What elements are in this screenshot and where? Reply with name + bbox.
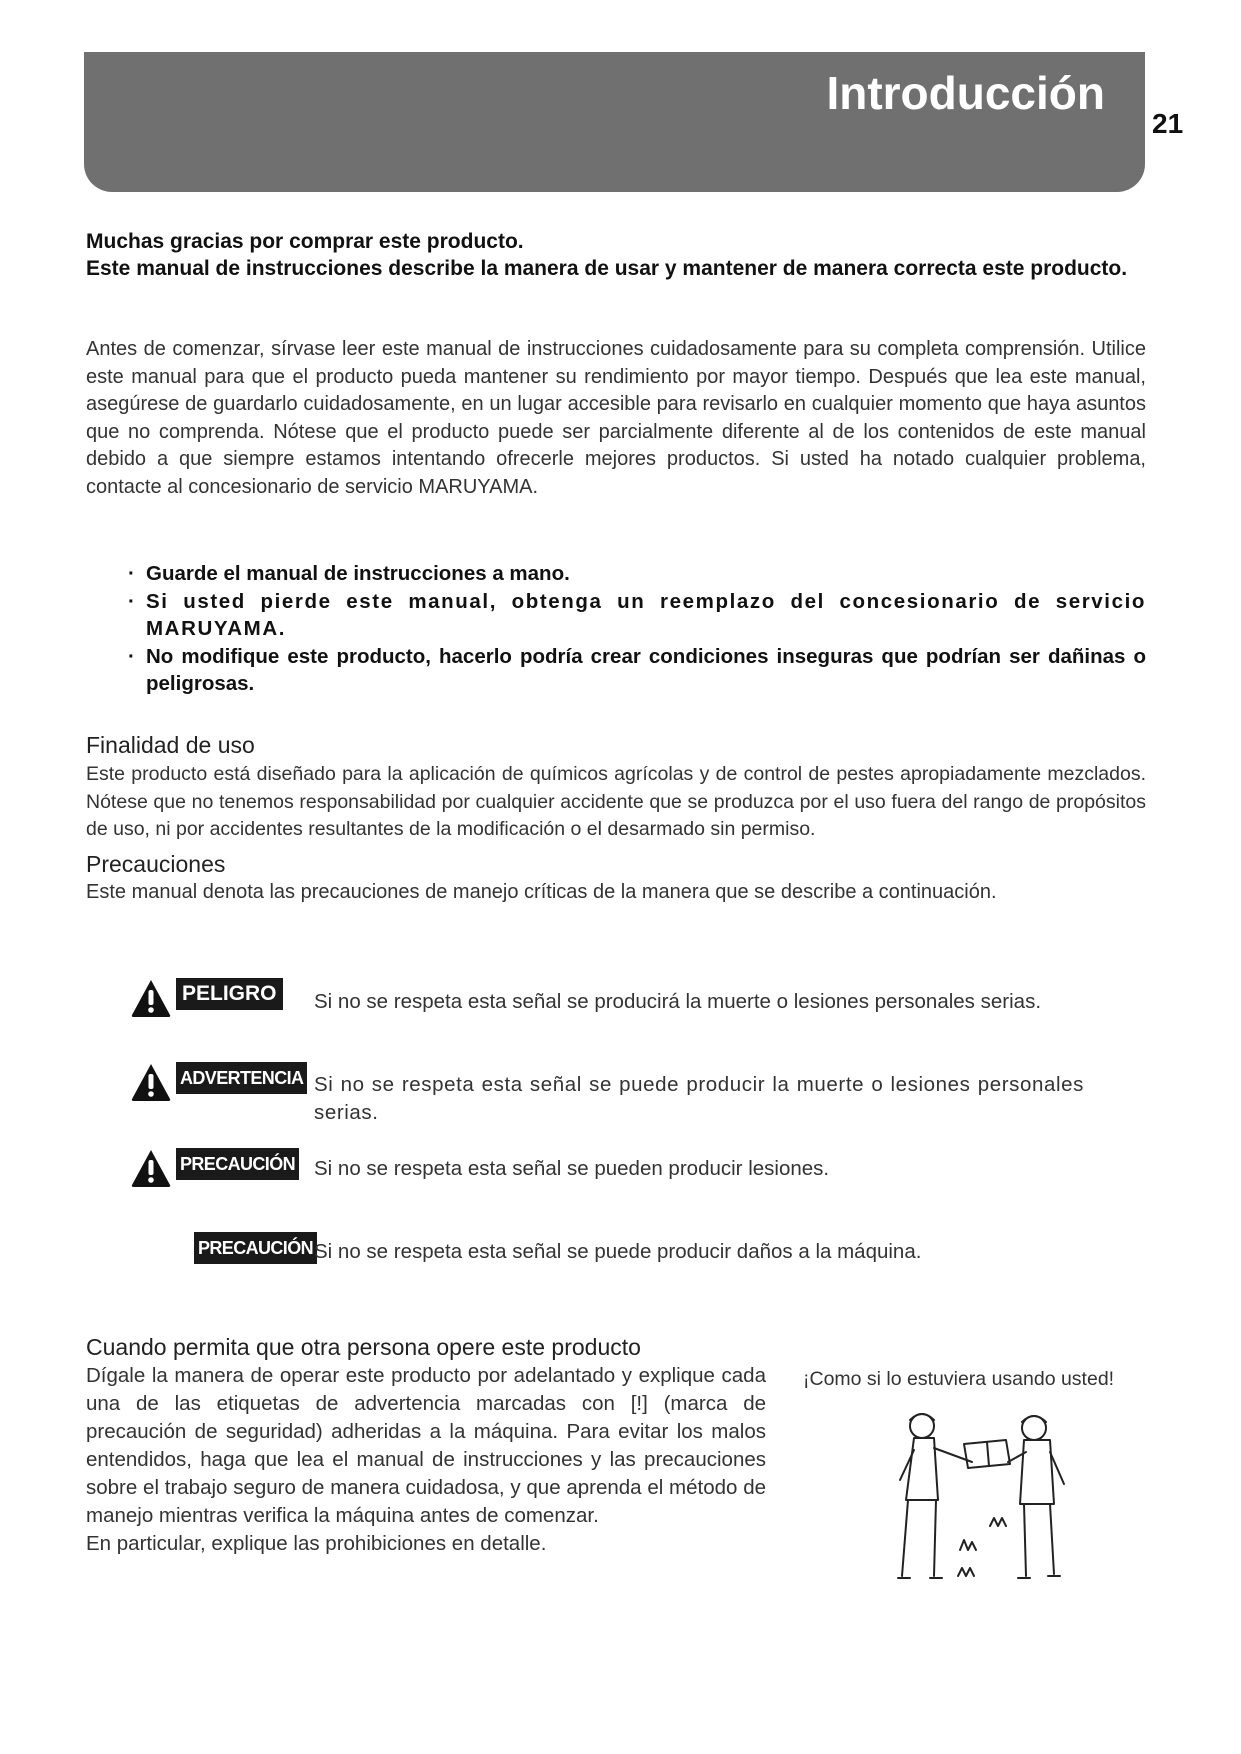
illustration-caption: ¡Como si lo estuviera usando usted! <box>803 1368 1115 1390</box>
cuando-paragraph-2: En particular, explique las prohibiciones en detalle. <box>86 1532 547 1555</box>
warning-triangle-icon <box>130 1062 172 1102</box>
finalidad-text: Este producto está diseñado para la aplicación de químicos agrícolas y de control de pestes apropiadamente mezclados. Nótese que no tenemos responsabilidad por cualquier accidente que se produzca por el uso fuera del rango de propósitos de uso, ni por accidentes resultantes de la modificación o el desarmado sin permiso. <box>86 763 1146 840</box>
header-banner <box>84 52 1145 192</box>
two-workers-illustration <box>860 1400 1110 1600</box>
bullet-dot: · <box>128 589 137 613</box>
signal-precaucion <box>130 1148 299 1188</box>
signal-precaucion-maquina <box>190 1232 317 1264</box>
bullet-dot: · <box>128 562 135 585</box>
warning-triangle-icon <box>130 1148 172 1188</box>
intro-line-2: Este manual de instrucciones describe la manera de usar y mantener de manera correcta este producto. <box>86 257 1128 280</box>
list-item <box>128 560 1146 588</box>
list-item <box>128 588 1146 643</box>
signal-precaucion-text: Si no se respeta esta señal se pueden producir lesiones. <box>314 1157 830 1180</box>
signal-precaucion-maquina-text: Si no se respeta esta señal se puede producir daños a la máquina. <box>314 1240 922 1263</box>
warning-triangle-icon <box>130 978 172 1018</box>
intro-block <box>86 228 1146 282</box>
list-item <box>128 643 1146 698</box>
signal-peligro-text: Si no se respeta esta señal se producirá la muerte o lesiones personales serias. <box>314 990 1042 1013</box>
signal-advertencia-text: Si no se respeta esta señal se puede producir la muerte o lesiones personales serias. <box>314 1073 1084 1124</box>
signal-peligro <box>130 978 283 1018</box>
label-advertencia: ADVERTENCIA <box>176 1062 307 1094</box>
bullet-text: Guarde el manual de instrucciones a mano. <box>146 562 570 585</box>
bullet-list <box>128 560 1146 698</box>
section-heading-finalidad: Finalidad de uso <box>86 732 255 758</box>
cuando-paragraph-1: Dígale la manera de operar este producto por adelantado y explique cada una de las etiquetas de advertencia marcadas con [!] (marca de precaución de seguridad) adheridas a la máquina. Para evitar los malos entendidos, haga que lea el manual de instrucciones y las precauciones sobre el trabajo seguro de manera cuidadosa, y que aprenda el método de manejo mientras verifica la máquina antes de comenzar. <box>86 1364 766 1527</box>
signal-advertencia <box>130 1062 307 1102</box>
label-peligro: PELIGRO <box>176 978 283 1010</box>
label-precaucion: PRECAUCIÓN <box>176 1148 299 1180</box>
label-precaucion-maquina: PRECAUCIÓN <box>194 1232 317 1264</box>
page-title: Introducción <box>826 67 1105 119</box>
page-number: 21 <box>1152 108 1184 139</box>
section-heading-precauciones: Precauciones <box>86 851 226 877</box>
cuando-text <box>86 1362 766 1558</box>
intro-line-1: Muchas gracias por comprar este producto. <box>86 230 524 253</box>
section-heading-cuando: Cuando permita que otra persona opere este producto <box>86 1334 641 1360</box>
precauciones-text: Este manual denota las precauciones de manejo críticas de la manera que se describe a continuación. <box>86 881 997 903</box>
intro-paragraph: Antes de comenzar, sírvase leer este manual de instrucciones cuidadosamente para su completa comprensión. Utilice este manual para que el producto pueda mantener su rendimiento por mayor tiempo. Después que lea este manual, asegúrese de guardarlo cuidadosamente, en un lugar accesible para revisarlo en cualquier momento que haya asuntos que no comprenda. Nótese que el producto puede ser parcialmente diferente al de los contenidos de este manual debido a que siempre estamos intentando ofrecerle mejores productos. Si usted ha notado cualquier problema, contacte al concesionario de servicio MARUYAMA. <box>86 338 1146 498</box>
bullet-text: No modifique este producto, hacerlo podría crear condiciones inseguras que podrían ser dañinas o peligrosas. <box>146 644 1146 695</box>
bullet-text: Si usted pierde este manual, obtenga un reemplazo del concesionario de servicio MARUYAMA. <box>146 589 1146 640</box>
bullet-dot: · <box>128 644 135 668</box>
